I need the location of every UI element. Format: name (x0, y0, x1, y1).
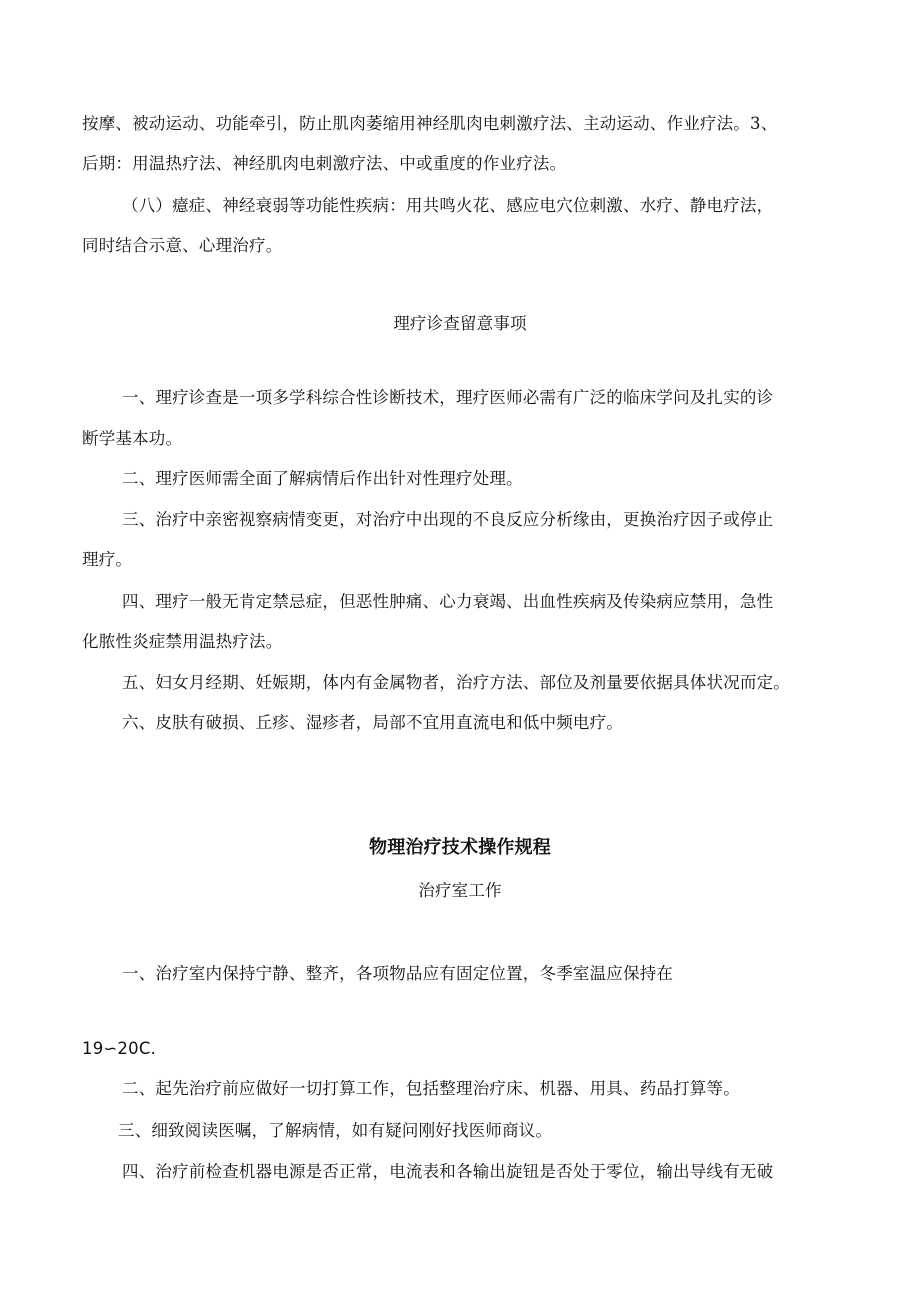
paragraph-line: （八）癔症、神经衰弱等功能性疾病：用共鸣火花、感应电穴位刺激、水疗、静电疗法， (122, 196, 774, 215)
list-item: 四、理疗一般无肯定禁忌症，但恶性肿痛、心力衰竭、出血性疾病及传染病应禁用，急性 (122, 592, 774, 611)
paragraph-line: 按摩、被动运动、功能牵引，防止肌肉萎缩用神经肌肉电刺激疗法、主动运动、作业疗法。3、 (82, 114, 778, 133)
list-item: 二、理疗医师需全面了解病情后作出针对性理疗处理。 (122, 469, 523, 488)
paragraph-line: 后期：用温热疗法、神经肌肉电刺激疗法、中或重度的作业疗法。 (82, 154, 567, 173)
list-item-continuation: 化脓性炎症禁用温热疗法。 (82, 632, 283, 651)
section-heading: 理疗诊查留意事项 (393, 314, 527, 333)
paragraph-line: 同时结合示意、心理治疗。 (82, 236, 283, 255)
section-subtitle: 治疗室工作 (418, 881, 502, 900)
list-item: 六、皮肤有破损、丘疹、湿疹者，局部不宜用直流电和低中频电疗。 (122, 713, 623, 732)
document-title: 物理治疗技术操作规程 (369, 837, 551, 858)
list-item-continuation: 19∽20C. (82, 1039, 156, 1058)
list-item: 一、理疗诊查是一项多学科综合性诊断技术，理疗医师必需有广泛的临床学问及扎实的诊 (122, 388, 774, 407)
list-item: 三、细致阅读医嘱，了解病情，如有疑问刚好找医师商议。 (118, 1121, 553, 1140)
list-item: 一、治疗室内保持宁静、整齐，各项物品应有固定位置，冬季室温应保持在 (122, 964, 674, 983)
list-item: 二、起先治疗前应做好一切打算工作，包括整理治疗床、机器、用具、药品打算等。 (122, 1079, 740, 1098)
list-item-continuation: 断学基本功。 (82, 429, 183, 448)
list-item: 三、治疗中亲密视察病情变更，对治疗中出现的不良反应分析缘由，更换治疗因子或停止 (122, 510, 774, 529)
list-item: 四、治疗前检查机器电源是否正常，电流表和各输出旋钮是否处于零位，输出导线有无破 (122, 1162, 774, 1181)
list-item-continuation: 理疗。 (82, 550, 133, 569)
list-item: 五、妇女月经期、妊娠期，体内有金属物者，治疗方法、部位及剂量要依据具体状况而定。 (122, 673, 790, 692)
